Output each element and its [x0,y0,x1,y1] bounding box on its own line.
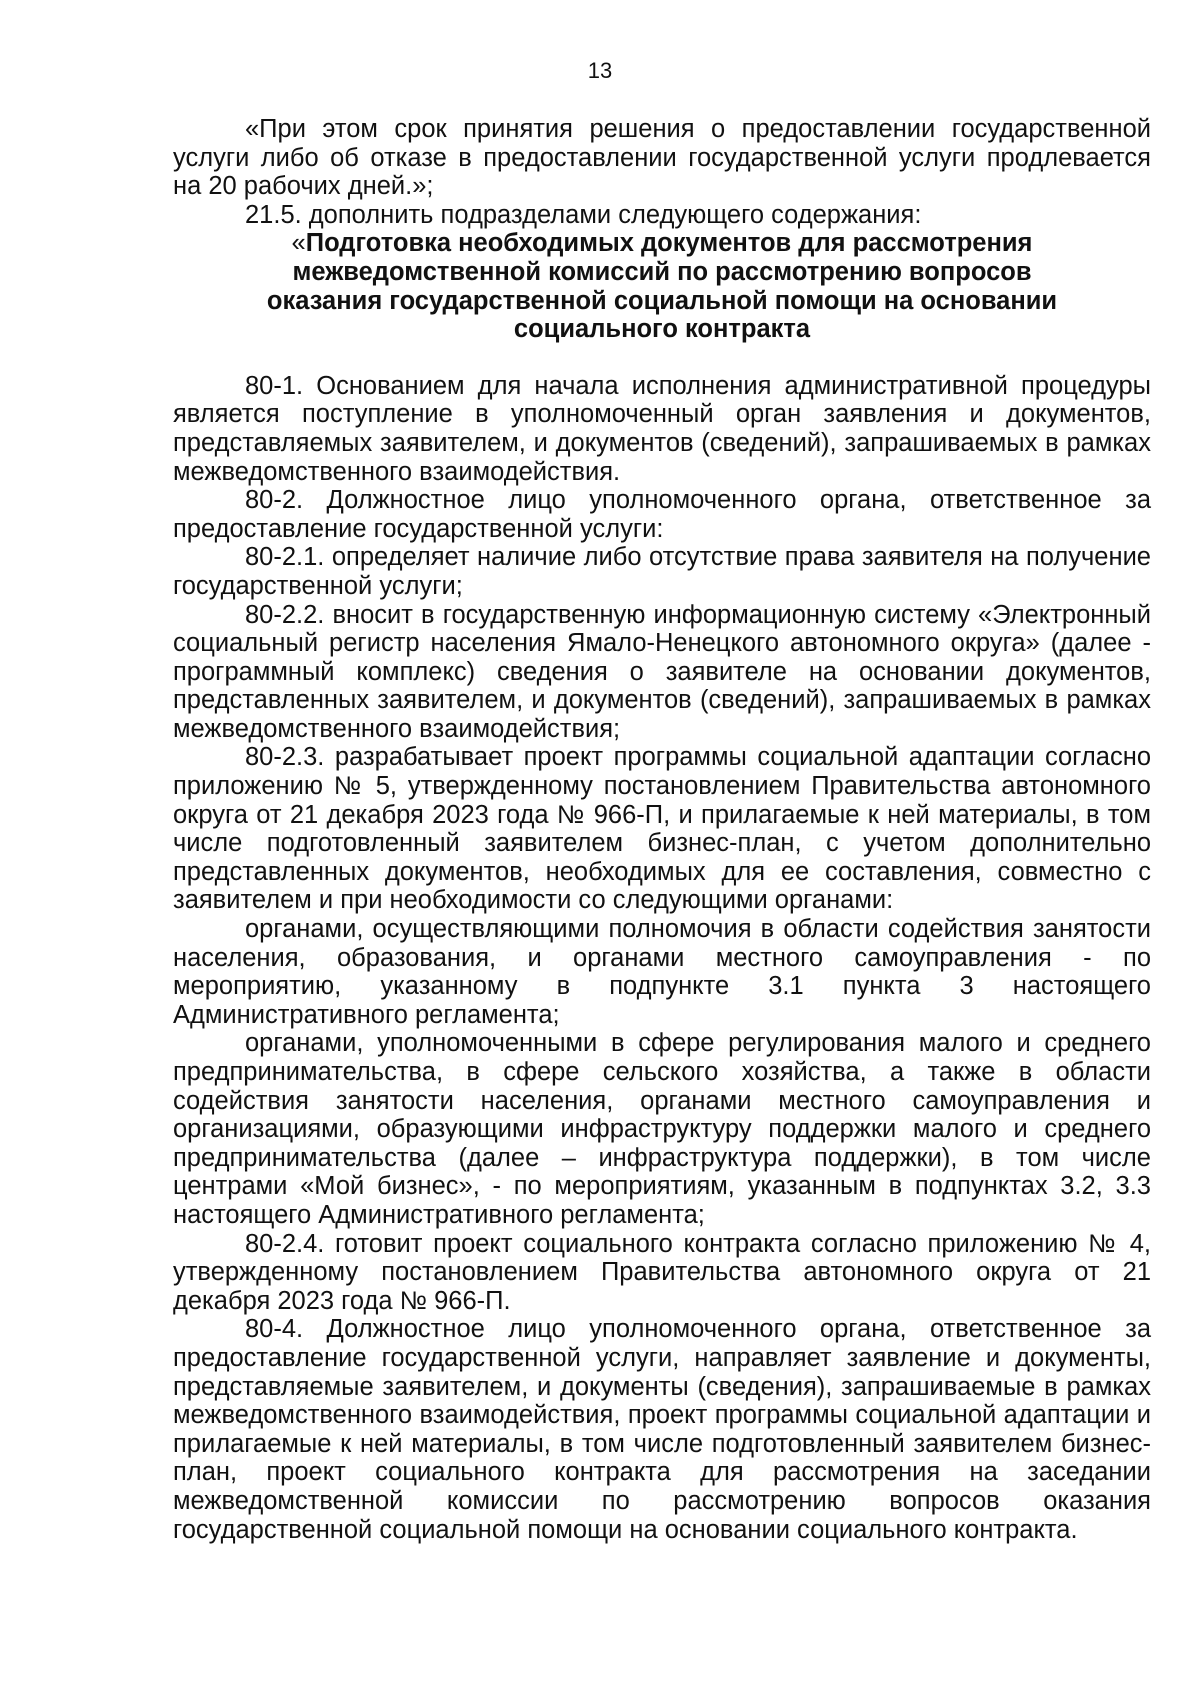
paragraph-80-2: 80-2. Должностное лицо уполномоченного органа, ответственное за предоставление государственной услуги: [173,486,1151,543]
paragraph-business-bodies: органами, уполномоченными в сфере регулирования малого и среднего предпринимательства, в сфере сельского хозяйства, а также в области содействия занятости населения, органами местного самоуправления и организациями, образующими инфраструктуру поддержки малого и среднего предпринимательства (далее – инфраструктура поддержки), в том числе центрами «Мой бизнес», - по мероприятиям, указанным в подпунктах 3.2, 3.3 настоящего Административного регламента; [173,1029,1151,1229]
document-body [173,115,1151,1544]
paragraph-80-2-3: 80-2.3. разрабатывает проект программы социальной адаптации согласно приложению № 5, утвержденному постановлением Правительства автономного округа от 21 декабря 2023 года № 966-П, и прилагаемые к ней материалы, в том числе подготовленный заявителем бизнес-план, с учетом дополнительно представленных документов, необходимых для ее составления, совместно с заявителем и при необходимости со следующими органами: [173,743,1151,915]
paragraph-80-1: 80-1. Основанием для начала исполнения административной процедуры является поступление в уполномоченный орган заявления и документов, представляемых заявителем, и документов (сведений), запрашиваемых в рамках межведомственного взаимодействия. [173,371,1151,486]
paragraph-80-2-2: 80-2.2. вносит в государственную информационную систему «Электронный социальный регистр населения Ямало-Ненецкого автономного округа» (далее - программный комплекс) сведения о заявителе на основании документов, представленных заявителем, и документов (сведений), запрашиваемых в рамках межведомственного взаимодействия; [173,600,1151,743]
heading-open-quote: « [291,229,306,258]
paragraph-21-5: 21.5. дополнить подразделами следующего содержания: [245,200,922,229]
heading-spacer [173,344,1151,372]
paragraph-employment-bodies: органами, осуществляющими полномочия в области содействия занятости населения, образования, и органами местного самоуправления - по мероприятию, указанному в подпункте 3.1 пункта 3 настоящего Административного регламента; [173,915,1151,1029]
paragraph-80-2-4: 80-2.4. готовит проект социального контракта согласно приложению № 4, утвержденному постановлением Правительства автономного округа от 21 декабря 2023 года № 966-П. [173,1229,1151,1315]
paragraph-deadline-extension: «При этом срок принятия решения о предоставлении государственной услуги либо об отказе в предоставлении государственной услуги продлевается на 20 рабочих дней.»; [173,115,1151,201]
paragraph-80-4: 80-4. Должностное лицо уполномоченного органа, ответственное за предоставление государственной услуги, направляет заявление и документы, представляемые заявителем, и документы (сведения), запрашиваемые в рамках межведомственного взаимодействия, проект программы социальной адаптации и прилагаемые к ней материалы, в том числе подготовленный заявителем бизнес-план, проект социального контракта для рассмотрения на заседании межведомственной комиссии по рассмотрению вопросов оказания государственной социальной помощи на основании социального контракта. [173,1315,1151,1544]
paragraph-80-2-1: 80-2.1. определяет наличие либо отсутствие права заявителя на получение государственной услуги; [173,543,1151,600]
heading-text: Подготовка необходимых документов для рассмотрения межведомственной комиссий по рассмотрению вопросов оказания государственной социальной помощи на основании социального контракта [266,229,1058,344]
section-heading [173,229,1151,343]
page-number: 13 [587,58,613,83]
